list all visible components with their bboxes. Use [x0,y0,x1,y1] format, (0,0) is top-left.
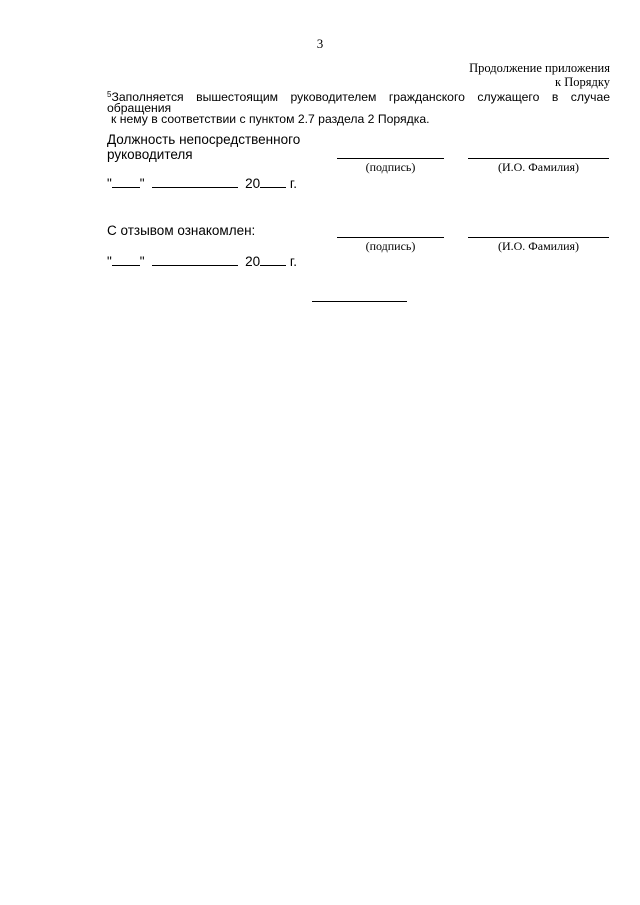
acknowledgement-signature-line [337,237,444,238]
date-year-blank [260,253,286,266]
footnote-text-line2: к нему в соответствии с пунктом 2.7 раздела 2 Порядка. [111,112,430,126]
acknowledgement-date-line [107,253,297,269]
annex-heading-line2: к Порядку [555,75,610,89]
annex-heading-line1: Продолжение приложения [469,61,610,75]
date-month-blank [152,175,238,188]
footnote-line1 [107,92,610,114]
end-of-document-rule [312,301,407,302]
date-year-suffix: г. [289,176,297,191]
acknowledgement-name-caption: (И.О. Фамилия) [497,239,580,253]
supervisor-position-label [107,132,300,162]
date-day-blank [112,175,140,188]
supervisor-name-caption: (И.О. Фамилия) [497,160,580,174]
date-year-prefix: 20 [245,176,261,191]
acknowledgement-name-line [468,237,609,238]
footnote [107,92,610,125]
footnote-marker: 5 [107,90,112,99]
page-number: 3 [316,36,324,51]
date-close-quote: " [139,176,145,191]
date-open-quote: " [107,254,112,269]
date-year-suffix: г. [289,254,297,269]
date-year-blank [260,175,286,188]
annex-heading [469,61,610,89]
date-day-blank [112,253,140,266]
date-open-quote: " [107,176,112,191]
supervisor-signature-line [337,158,444,159]
date-month-blank [152,253,238,266]
footnote-text-line1: Заполняется вышестоящим руководителем гражданского служащего в случае обращения [107,90,610,115]
supervisor-signature-caption: (подпись) [365,160,416,174]
supervisor-label-line2: руководителя [107,147,193,162]
supervisor-name-line [468,158,609,159]
date-close-quote: " [139,254,145,269]
supervisor-date-line [107,175,297,191]
date-year-prefix: 20 [245,254,261,269]
acknowledgement-signature-caption: (подпись) [365,239,416,253]
supervisor-label-line1: Должность непосредственного [107,132,301,147]
acknowledgement-label: С отзывом ознакомлен: [107,223,256,238]
